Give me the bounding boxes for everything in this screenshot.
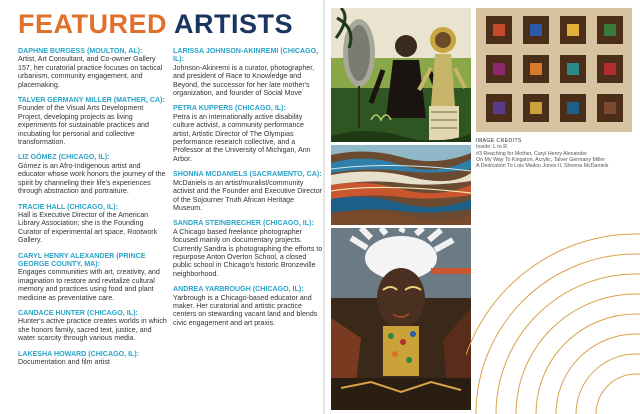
artist-bio: Yarbrough is a Chicago-based educator and maker. Her curatorial and artistic practice centers on stewarding vacant land and blends civic engagement and art praxis. (173, 293, 318, 327)
decorative-arc (516, 294, 640, 414)
artist-column-right (173, 47, 323, 334)
artist-entry (18, 309, 168, 343)
artist-name: SANDRA STEINBRECHER (CHICAGO, IL): (173, 219, 314, 228)
tile-inset (567, 63, 579, 75)
artist-column-left (18, 47, 168, 373)
decorative-arc (576, 354, 640, 414)
artist-bio: Documentation and film artist (18, 358, 110, 366)
artist-name: TALVER GERMANY MILLER (MATHER, CA): (18, 96, 165, 105)
tile-inset (493, 24, 505, 36)
tile-inset (530, 63, 542, 75)
image-credits-line: On My Way To Kingston, Acrylic, Talver Germany Miller (476, 156, 606, 163)
artist-name: LIZ GÓMEZ (CHICAGO, IL): (18, 153, 110, 162)
page-title (18, 8, 293, 40)
artist-bio: Petra is an internationally active disability culture activist, a community performance artist, Artistic Director of The Olympias performance research collective, and a Professor at the University of Michigan, Ann Arbor. (173, 112, 311, 163)
artist-entry (173, 104, 323, 163)
artist-bio: Hall is Executive Director of the American Library Association; she is the Founding Curator of experimental art space, Rootwork Gallery. (18, 210, 158, 245)
image-credits-line: Inside: L to R (476, 144, 508, 151)
artist-bio: Johnson-Akinremi is a curator, photographer, and president of Race to Knowledge and Beyond, the successor for her late mother's organization, and founder of Social Move (173, 63, 315, 98)
artist-name: DAPHNE BURGESS (MOULTON, AL): (18, 47, 143, 55)
artist-name: SHONNA MCDANIELS (SACRAMENTO, CA): (173, 170, 322, 179)
artwork-tile-grid-image (476, 8, 632, 132)
decorative-arc (596, 374, 640, 414)
artist-bio: A Chicago based freelance photographer focused mainly on documentary projects. Currently Sandra is photographing the efforts to repurpose Anton Overton School, a closed public school in Chicago's historic Bronzeville neighborhood. (173, 227, 323, 278)
tile-inset (604, 102, 616, 114)
page-gutter (323, 0, 325, 414)
tile-inset (604, 63, 616, 75)
artist-entry (173, 47, 323, 97)
artist-bio: Hunter's active practice creates worlds in which she honors family, sacred text, justice, and water scarcity through various media. (18, 317, 167, 343)
artist-name: LARISSA JOHNSON-AKINREMI (CHICAGO, IL): (173, 47, 319, 64)
decorative-concentric-arcs (466, 176, 640, 414)
tile-inset (493, 102, 505, 114)
artist-name: LAKESHA HOWARD (CHICAGO, IL): (18, 349, 140, 358)
artist-bio: Gómez is an Afro-Indigenous artist and educator whose work honors the journey of the spirit by channeling their life's experiences through abstraction and portraiture. (18, 161, 166, 196)
artist-entry (173, 170, 323, 212)
artist-entry (18, 47, 168, 89)
tile-inset (493, 63, 505, 75)
title-artists: ARTISTS (174, 9, 294, 39)
artist-entry (18, 350, 168, 367)
artwork-collage-image (331, 8, 471, 142)
artist-name: CANDACE HUNTER (CHICAGO, IL): (18, 308, 138, 317)
artist-entry (173, 285, 323, 327)
artist-name: PETRA KUPPERS (CHICAGO, IL): (173, 104, 286, 113)
tile-inset (530, 24, 542, 36)
artist-entry (18, 252, 168, 302)
artist-bio: Engages communities with art, creativity, and imagination to restore and revitalize cultural memory and practices using food and plant medicine as preventative care. (18, 268, 160, 302)
tile-inset (567, 24, 579, 36)
image-credits-line: A Dedication To Lois Mailou Jones II, Shonna McDaniels (476, 163, 609, 170)
artwork-portrait-image (331, 228, 471, 410)
artist-entry (18, 153, 168, 195)
artist-entry (18, 203, 168, 245)
image-credits-title: IMAGE CREDITS (476, 138, 522, 144)
artist-bio: Artist, Art Consultant, and Co-owner Gallery 157, her curatorial practice focuses on tactical urbanism, community engagement, and placemaking. (18, 55, 163, 89)
decorative-arc (476, 254, 640, 414)
tile-inset (604, 24, 616, 36)
tile-inset (530, 102, 542, 114)
image-credits-line: #3 Reaching for Mother, Caryl Henry Alexander (476, 150, 587, 157)
artist-entry (173, 219, 323, 278)
artist-name: TRACIE HALL (CHICAGO, IL): (18, 202, 118, 211)
artist-entry (18, 96, 168, 146)
image-credits (476, 138, 636, 169)
artist-bio: Founder of the Visual Arts Development Project, developing projects as living experiments for sustainable practices and incubating for personal and collective transformation. (18, 104, 149, 147)
decorative-arc (466, 234, 640, 414)
artist-name: ANDREA YARBROUGH (CHICAGO, IL): (173, 285, 304, 294)
title-featured: FEATURED (18, 9, 167, 39)
artist-name: CARYL HENRY ALEXANDER (PRINCE GEORGE COUNTY, MA): (18, 251, 146, 268)
artwork-water-painting-image (331, 145, 471, 225)
tile-inset (567, 102, 579, 114)
artist-bio: McDaniels is an artist/muralist/community activist and the Founder and Executive Director of the Sojourner Truth African Heritage Museum. (173, 178, 323, 212)
